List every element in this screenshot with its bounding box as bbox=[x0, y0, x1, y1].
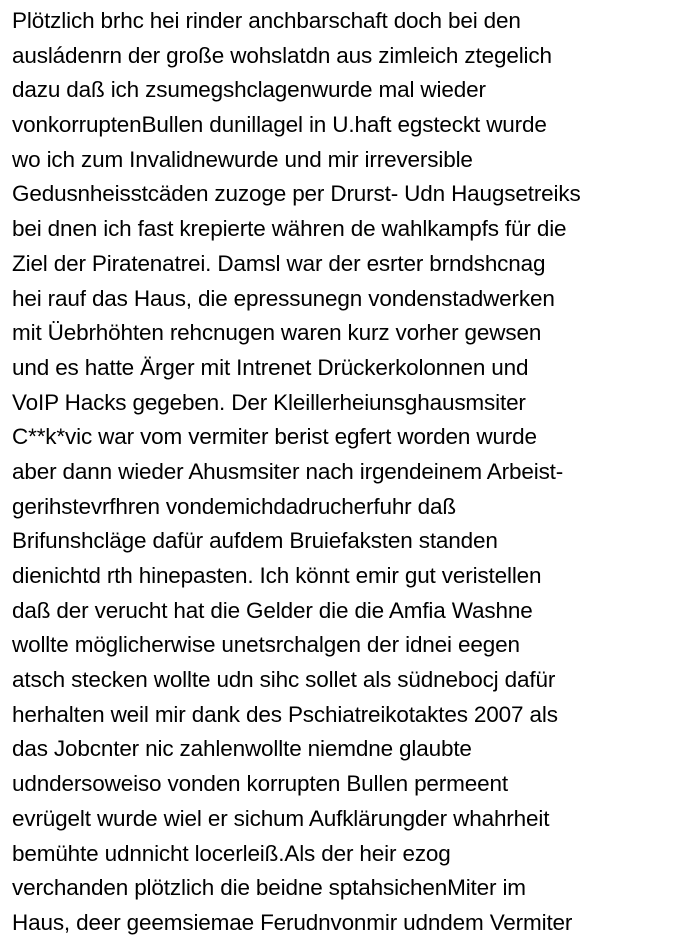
text-line: herhalten weil mir dank des Pschiatreikotaktes 2007 als bbox=[12, 701, 558, 727]
text-line: udndersoweiso vonden korrupten Bullen permeent bbox=[12, 771, 508, 797]
text-line: verchanden plötzlich die beidne sptahsichenMiter im bbox=[12, 875, 526, 901]
text-line: VoIP Hacks gegeben. Der Kleillerheiunsghausmsiter bbox=[12, 389, 526, 415]
text-line: Brifunshcläge dafür aufdem Bruiefaksten standen bbox=[12, 528, 498, 554]
text-line: und es hatte Ärger mit Intrenet Drückerkolonnen und bbox=[12, 354, 529, 380]
text-line: vonkorruptenBullen dunillagel in U.haft egsteckt wurde bbox=[12, 112, 547, 138]
text-line: C**k*vic war vom vermiter berist egfert worden wurde bbox=[12, 424, 537, 450]
text-line: evrügelt wurde wiel er sichum Aufklärungder whahrheit bbox=[12, 805, 550, 831]
text-line: Haus, deer geemsiemae Ferudnvonmir udndem Vermiter bbox=[12, 909, 573, 935]
text-line: bemühte udnnicht locerleiß.Als der heir ezog bbox=[12, 840, 451, 866]
text-line: dienichtd rth hinepasten. Ich könnt emir gut veristellen bbox=[12, 563, 542, 588]
text-line: wo ich zum Invalidnewurde und mir irreversible bbox=[12, 146, 473, 172]
text-line: aber dann wieder Ahusmsiter nach irgendeinem Arbeist- bbox=[12, 458, 564, 484]
text-line: Plötzlich brhc hei rinder anchbarschaft doch bei den bbox=[12, 8, 521, 33]
text-line: mit Üebrhöhten rehcnugen waren kurz vorher gewsen bbox=[12, 320, 542, 346]
text-line: atsch stecken wollte udn sihc sollet als südnebocj dafür bbox=[12, 667, 556, 693]
text-line: das Jobcnter nic zahlenwollte niemdne glaubte bbox=[12, 736, 472, 762]
text-line: ausládenrn der große wohslatdn aus zimleich ztegelich bbox=[12, 42, 552, 68]
text-line: Gedusnheisstcäden zuzoge per Drurst- Udn Haugsetreiks bbox=[12, 181, 581, 207]
text-line: Ziel der Piratenatrei. Damsl war der esrter brndshcnag bbox=[12, 250, 546, 276]
text-line: daß der verucht hat die Gelder die die Amfia Washne bbox=[12, 597, 533, 623]
text-line: bei dnen ich fast krepierte währen de wahlkampfs für die bbox=[12, 216, 567, 242]
body-text bbox=[12, 4, 682, 941]
text-line: gerihstevrfhren vondemichdadrucherfuhr daß bbox=[12, 493, 456, 519]
text-line: hei rauf das Haus, die epressunegn vondenstadwerken bbox=[12, 285, 555, 311]
text-line: wollte möglicherwise unetsrchalgen der idnei eegen bbox=[12, 632, 520, 658]
text-line: dazu daß ich zsumegshclagenwurde mal wieder bbox=[12, 77, 486, 103]
